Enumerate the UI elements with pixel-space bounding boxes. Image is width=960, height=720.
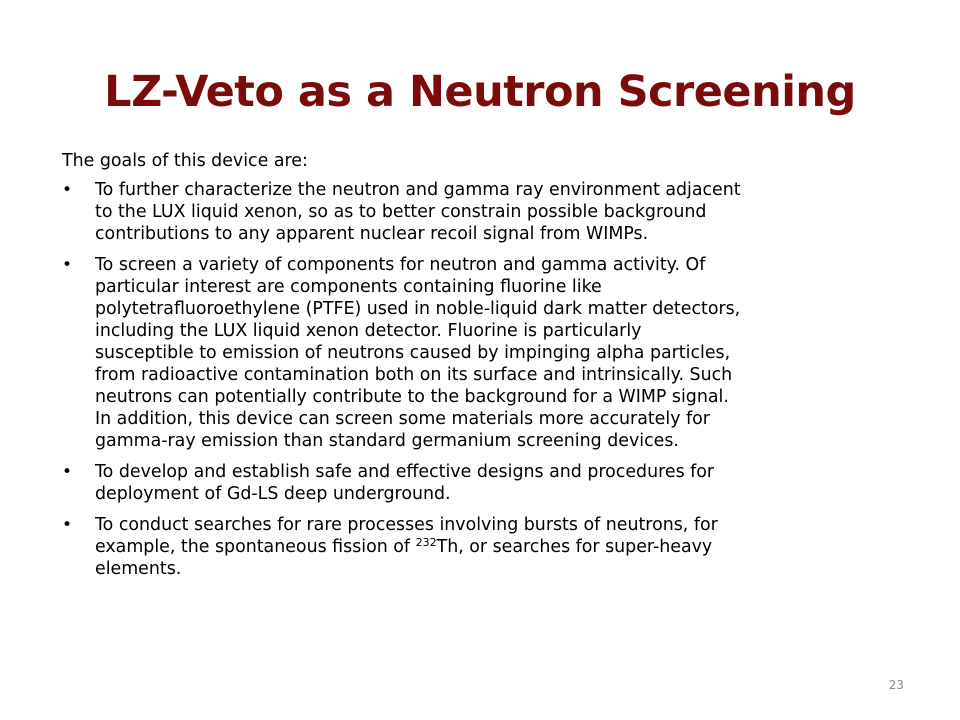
text-line: To further characterize the neutron and gamma ray environment adjacent: [95, 180, 741, 200]
bullet-icon: •: [62, 255, 73, 275]
slide-body: [62, 150, 914, 589]
text-fragment: example, the spontaneous fission of: [95, 537, 416, 557]
bullet-icon: •: [62, 462, 73, 482]
slide-title: LZ-Veto as a Neutron Screening: [104, 67, 856, 117]
goal-text: [95, 461, 914, 505]
text-line: deployment of Gd-LS deep underground.: [95, 484, 451, 504]
bullet-icon: •: [62, 515, 73, 535]
text-line: gamma-ray emission than standard germanium screening devices.: [95, 431, 679, 451]
isotope-superscript: 232: [415, 536, 437, 549]
text-line: to the LUX liquid xenon, so as to better constrain possible background: [95, 202, 707, 222]
text-line: neutrons can potentially contribute to the background for a WIMP signal.: [95, 387, 729, 407]
text-line: from radioactive contamination both on its surface and intrinsically. Such: [95, 365, 733, 385]
text-line: To conduct searches for rare processes involving bursts of neutrons, for: [95, 515, 718, 535]
goal-item-screen-components: [62, 254, 914, 452]
goal-item-characterize: [62, 179, 914, 245]
goal-text: [95, 254, 914, 452]
text-line: particular interest are components containing fluorine like: [95, 277, 602, 297]
text-line: To screen a variety of components for neutron and gamma activity. Of: [95, 255, 706, 275]
goal-item-rare-processes: [62, 514, 914, 580]
text-line: [95, 536, 914, 558]
text-line: contributions to any apparent nuclear recoil signal from WIMPs.: [95, 224, 649, 244]
text-line: including the LUX liquid xenon detector. Fluorine is particularly: [95, 321, 642, 341]
intro-text: The goals of this device are:: [62, 151, 308, 171]
goal-text: [95, 179, 914, 245]
text-fragment: Th, or searches for super-heavy: [436, 537, 713, 557]
text-line: To develop and establish safe and effective designs and procedures for: [95, 462, 715, 482]
text-line: In addition, this device can screen some materials more accurately for: [95, 409, 710, 429]
text-line: susceptible to emission of neutrons caused by impinging alpha particles,: [95, 343, 731, 363]
goals-list: [62, 179, 914, 580]
goal-item-develop-procedures: [62, 461, 914, 505]
bullet-icon: •: [62, 180, 73, 200]
text-line: elements.: [95, 559, 182, 579]
page-number: 23: [888, 678, 904, 692]
text-line: polytetrafluoroethylene (PTFE) used in noble-liquid dark matter detectors,: [95, 299, 741, 319]
goal-text: [95, 514, 914, 580]
